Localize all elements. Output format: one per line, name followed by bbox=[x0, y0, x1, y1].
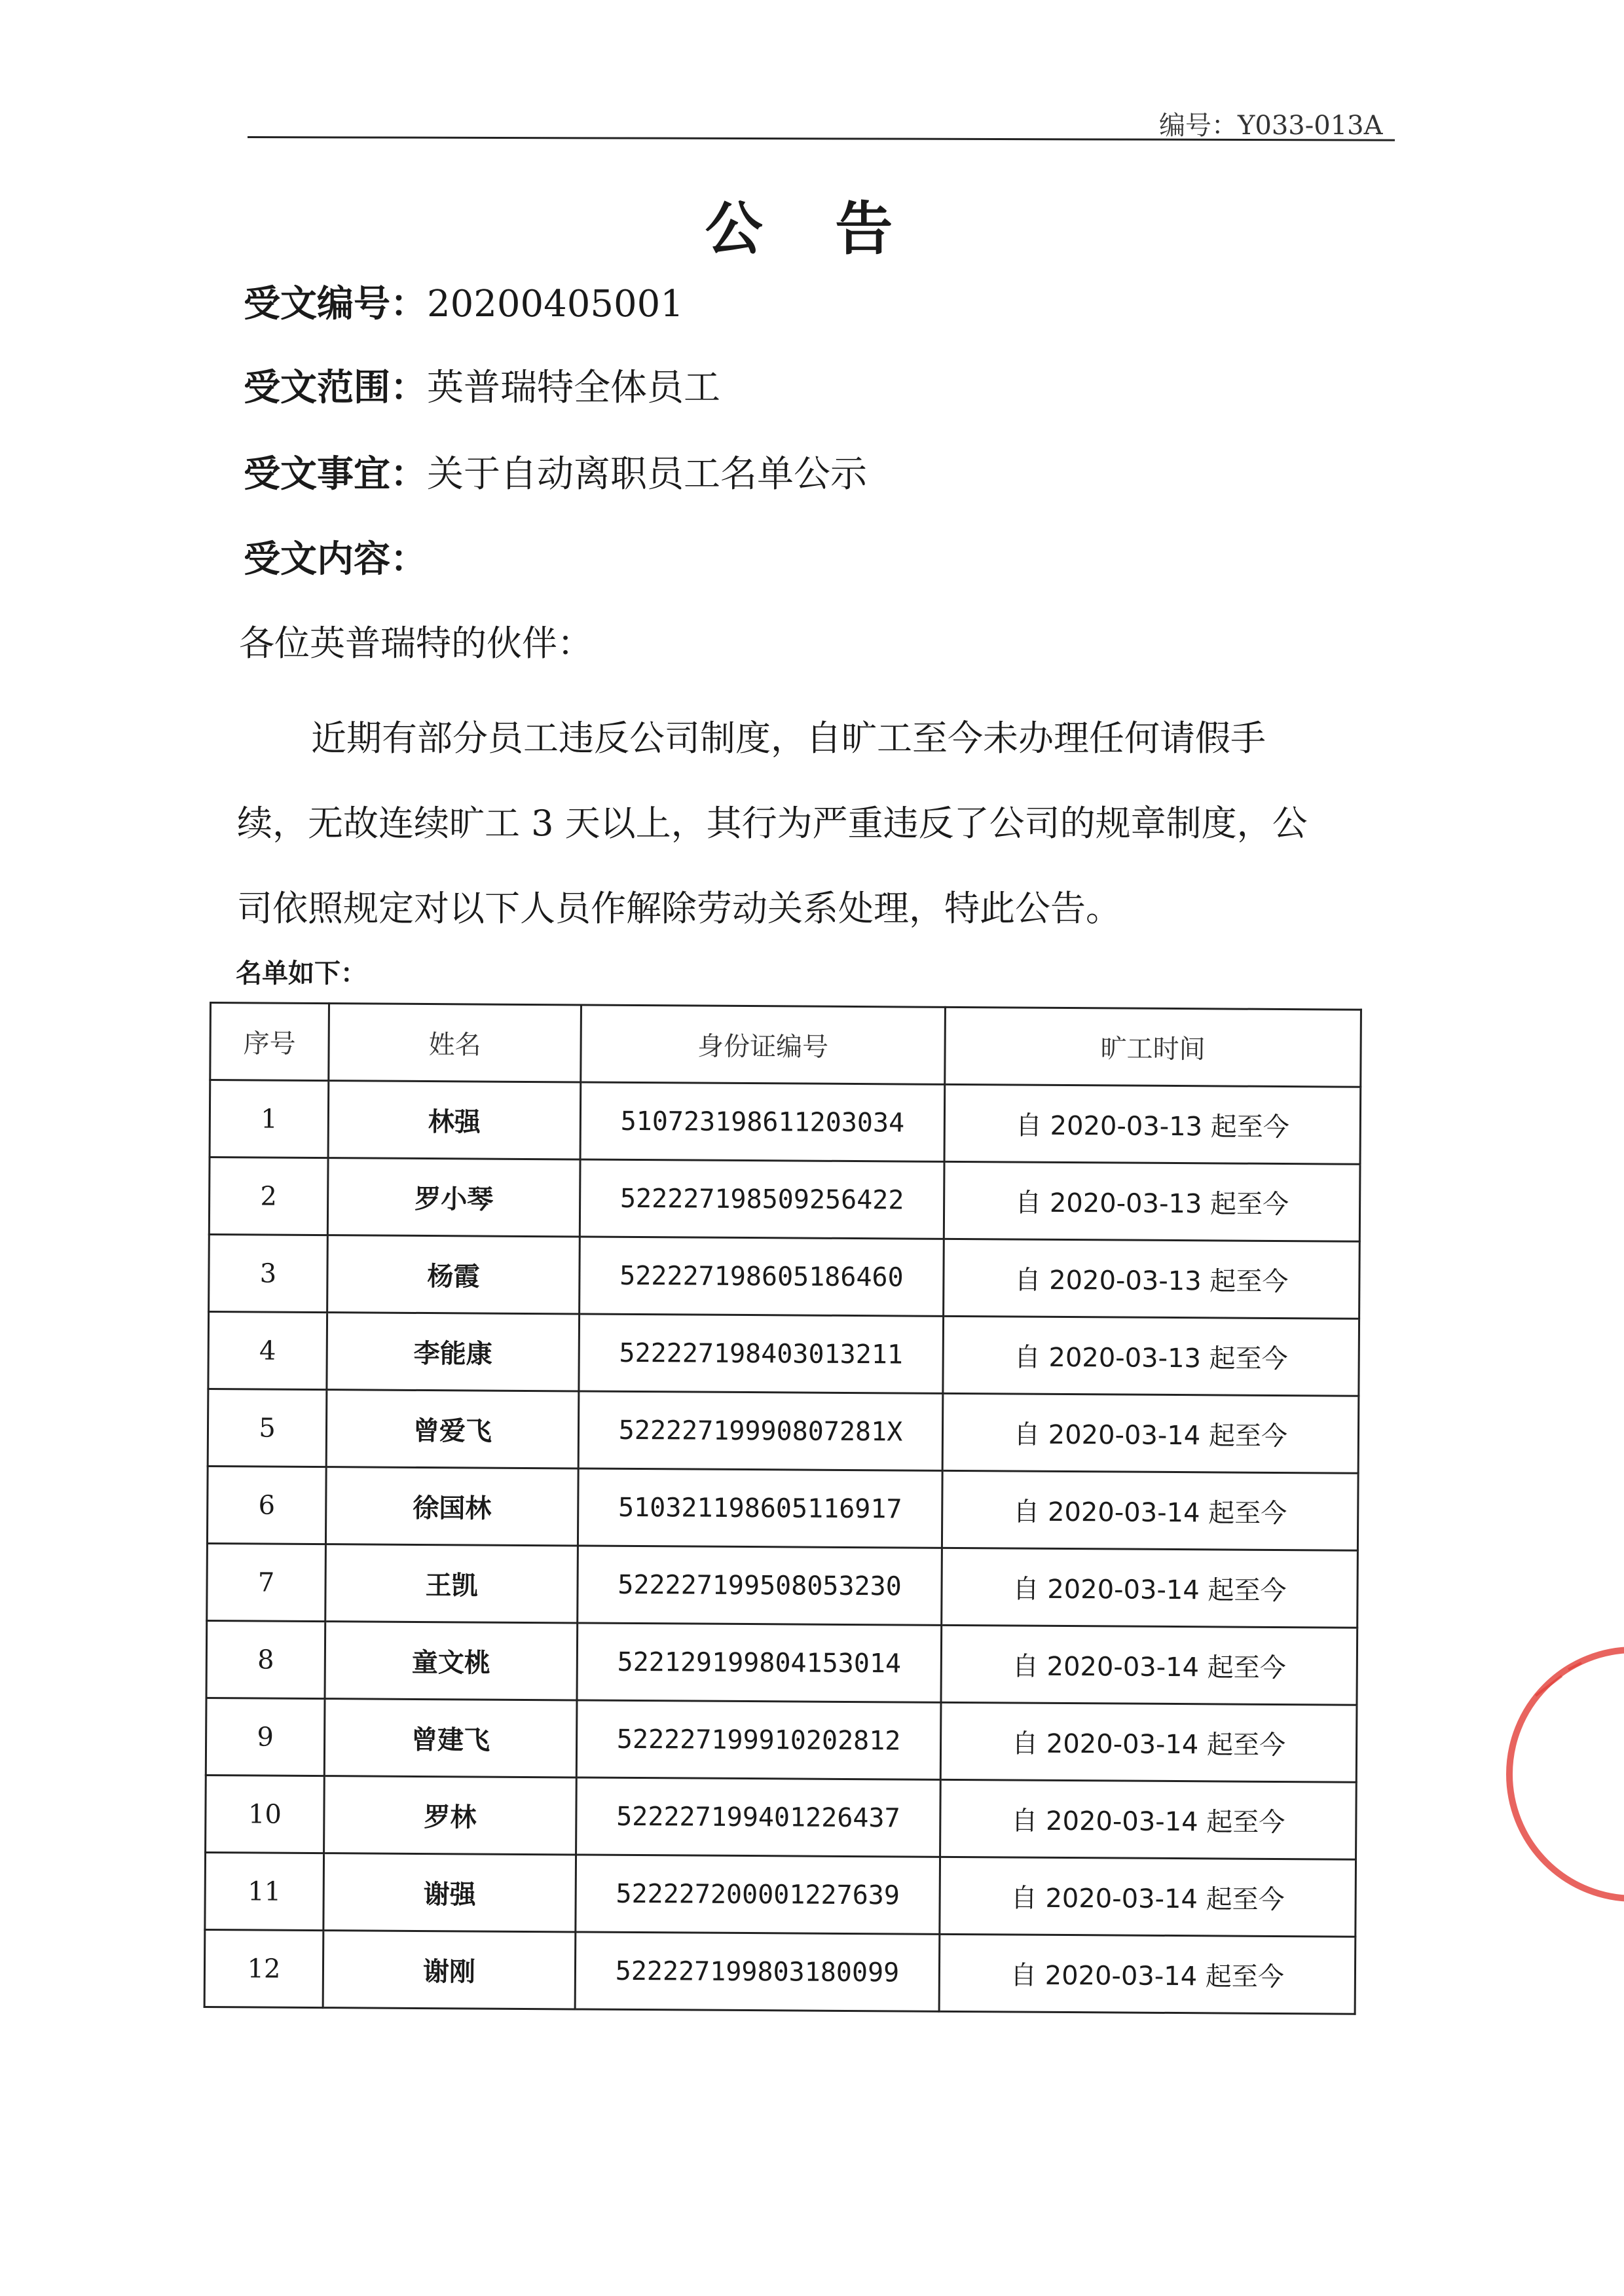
row-index: 8 bbox=[206, 1620, 325, 1698]
row-name: 林强 bbox=[328, 1081, 581, 1159]
field-content bbox=[244, 530, 427, 583]
row-id-number: 522227198403013211 bbox=[579, 1314, 944, 1393]
row-index: 10 bbox=[206, 1775, 325, 1853]
row-absence-date: 自 2020-03-13 起至今 bbox=[944, 1239, 1360, 1319]
table-row bbox=[206, 1698, 1357, 1782]
row-index: 7 bbox=[207, 1543, 326, 1621]
body-line-3: 司依照规定对以下人员作解除劳动关系处理，特此公告。 bbox=[237, 888, 1121, 929]
row-name: 李能康 bbox=[327, 1313, 580, 1391]
body-line-1: 近期有部分员工违反公司制度，自旷工至今未办理任何请假手 bbox=[311, 718, 1266, 759]
page-title: 公 告 bbox=[705, 195, 919, 263]
table-row bbox=[207, 1466, 1358, 1550]
row-index: 5 bbox=[208, 1389, 327, 1467]
row-id-number: 510321198605116917 bbox=[578, 1468, 942, 1548]
row-absence-date: 自 2020-03-13 起至今 bbox=[944, 1084, 1361, 1164]
table-row bbox=[206, 1620, 1357, 1705]
field-value: 关于自动离职员工名单公示 bbox=[427, 453, 867, 496]
row-index: 1 bbox=[210, 1080, 329, 1158]
field-label: 受文编号： bbox=[244, 283, 427, 325]
row-id-number: 52222719990807281X bbox=[578, 1391, 943, 1470]
greeting: 各位英普瑞特的伙伴： bbox=[239, 623, 593, 664]
row-id-number: 522227198605186460 bbox=[580, 1237, 944, 1316]
row-index: 4 bbox=[208, 1312, 327, 1390]
row-absence-date: 自 2020-03-14 起至今 bbox=[941, 1625, 1357, 1705]
row-id-number: 510723198611203034 bbox=[580, 1082, 945, 1161]
field-value: 20200405001 bbox=[427, 283, 684, 325]
row-id-number: 522227199401226437 bbox=[576, 1777, 941, 1857]
field-label: 受文事宜： bbox=[244, 453, 427, 496]
company-seal-stamp bbox=[1496, 1637, 1624, 1912]
row-name: 罗小琴 bbox=[327, 1158, 580, 1237]
row-id-number: 522227200001227639 bbox=[576, 1855, 940, 1934]
table-row bbox=[204, 1929, 1356, 2014]
field-label: 受文范围： bbox=[244, 367, 427, 409]
row-index: 11 bbox=[205, 1852, 324, 1930]
row-name: 杨霞 bbox=[327, 1235, 580, 1314]
row-name: 童文桃 bbox=[325, 1622, 578, 1700]
row-absence-date: 自 2020-03-14 起至今 bbox=[939, 1934, 1356, 2014]
row-name: 谢刚 bbox=[323, 1931, 576, 2009]
row-absence-date: 自 2020-03-14 起至今 bbox=[942, 1393, 1359, 1473]
table-row bbox=[207, 1543, 1358, 1628]
row-index: 3 bbox=[209, 1235, 328, 1313]
row-absence-date: 自 2020-03-13 起至今 bbox=[944, 1161, 1360, 1241]
row-id-number: 522227199508053230 bbox=[578, 1546, 942, 1625]
row-index: 12 bbox=[204, 1929, 323, 2007]
row-absence-date: 自 2020-03-14 起至今 bbox=[942, 1548, 1358, 1628]
table-row bbox=[208, 1312, 1359, 1396]
table-header-row bbox=[210, 1003, 1361, 1087]
row-name: 徐国林 bbox=[325, 1467, 578, 1546]
table-row bbox=[209, 1235, 1360, 1319]
document-number: 编号：Y033-013A bbox=[1159, 111, 1383, 141]
field-value: 英普瑞特全体员工 bbox=[427, 367, 720, 409]
list-label: 名单如下： bbox=[236, 958, 367, 989]
field-label: 受文内容： bbox=[244, 538, 427, 581]
table-row bbox=[206, 1775, 1357, 1859]
row-index: 6 bbox=[207, 1466, 326, 1544]
row-id-number: 522227199803180099 bbox=[575, 1932, 940, 2011]
row-name: 曾建飞 bbox=[324, 1699, 577, 1777]
row-id-number: 522227198509256422 bbox=[580, 1159, 944, 1239]
row-name: 曾爱飞 bbox=[326, 1390, 579, 1468]
row-index: 9 bbox=[206, 1698, 325, 1776]
row-index: 2 bbox=[209, 1157, 328, 1235]
header-cell: 序号 bbox=[210, 1003, 329, 1081]
table-row bbox=[208, 1389, 1359, 1473]
table-row bbox=[210, 1080, 1361, 1165]
row-absence-date: 自 2020-03-14 起至今 bbox=[940, 1857, 1356, 1937]
row-absence-date: 自 2020-03-14 起至今 bbox=[940, 1702, 1357, 1782]
header-cell: 旷工时间 bbox=[945, 1007, 1361, 1087]
employee-table bbox=[204, 1002, 1362, 2015]
row-id-number: 522227199910202812 bbox=[576, 1700, 941, 1779]
field-scope bbox=[244, 359, 720, 411]
row-name: 罗林 bbox=[324, 1776, 577, 1855]
row-absence-date: 自 2020-03-14 起至今 bbox=[942, 1470, 1358, 1550]
row-name: 谢强 bbox=[323, 1853, 576, 1932]
field-subject bbox=[244, 445, 867, 498]
body-line-2: 续，无故连续旷工 3 天以上，其行为严重违反了公司的规章制度，公 bbox=[237, 803, 1308, 844]
row-id-number: 522129199804153014 bbox=[577, 1623, 942, 1702]
row-absence-date: 自 2020-03-13 起至今 bbox=[943, 1316, 1359, 1396]
row-absence-date: 自 2020-03-14 起至今 bbox=[940, 1779, 1357, 1859]
row-name: 王凯 bbox=[325, 1544, 578, 1623]
field-doc-id bbox=[244, 275, 684, 327]
header-cell: 身份证编号 bbox=[581, 1005, 946, 1084]
table-row bbox=[209, 1157, 1360, 1242]
header-cell: 姓名 bbox=[329, 1004, 581, 1082]
table-row bbox=[205, 1852, 1356, 1937]
